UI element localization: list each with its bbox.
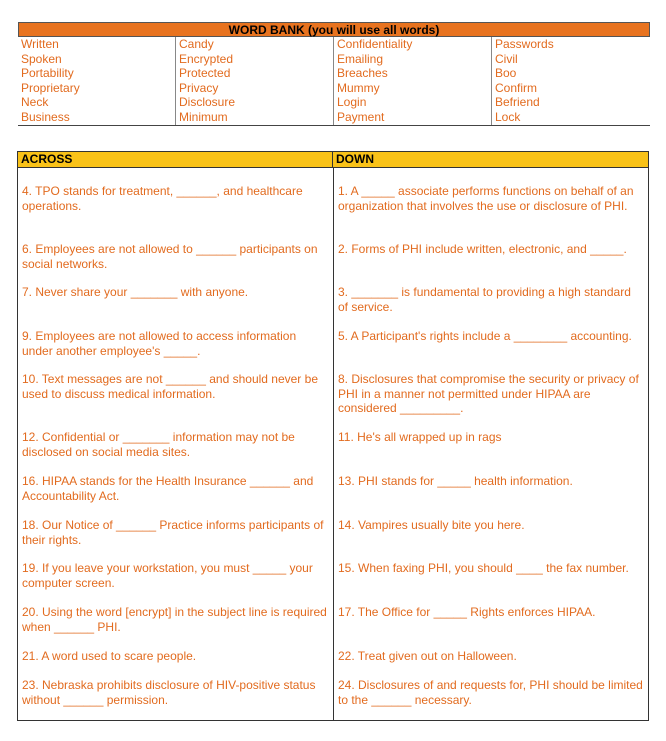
down-clue: 13. PHI stands for _____ health information. — [338, 474, 573, 488]
word-bank-word: Confidentiality — [337, 37, 413, 51]
across-clue: 6. Employees are not allowed to ______ participants on social networks. — [22, 242, 318, 271]
across-header: ACROSS — [18, 152, 333, 167]
word-bank-word: Spoken — [21, 51, 62, 66]
down-clue: 17. The Office for _____ Rights enforces HIPAA. — [338, 605, 596, 619]
word-bank-word: Disclosure — [179, 95, 236, 110]
word-bank-word: Lock — [495, 109, 521, 124]
across-clue: 21. A word used to scare people. — [22, 649, 197, 663]
word-bank-word: Neck — [21, 95, 49, 110]
across-clue: 10. Text messages are not ______ and should never be used to discuss medical information. — [22, 372, 318, 401]
word-bank-word: Portability — [21, 66, 74, 81]
word-bank-word: Written — [21, 37, 59, 51]
down-clue: 3. _______ is fundamental to providing a high standard of service. — [338, 285, 631, 314]
word-bank-word: Encrypted — [179, 51, 234, 66]
across-clue: 4. TPO stands for treatment, ______, and healthcare operations. — [22, 184, 303, 213]
clues-header-row — [18, 152, 648, 168]
word-bank-word: Befriend — [495, 95, 540, 110]
across-clue: 7. Never share your _______ with anyone. — [22, 285, 249, 299]
word-bank-word: Passwords — [495, 37, 554, 51]
across-clue: 20. Using the word [encrypt] in the subject line is required when ______ PHI. — [22, 605, 327, 634]
word-bank-grid — [18, 37, 650, 125]
word-bank-word: Breaches — [337, 66, 388, 81]
word-bank-word: Minimum — [179, 109, 228, 124]
down-clue: 22. Treat given out on Halloween. — [338, 649, 517, 663]
word-bank-word: Mummy — [337, 80, 380, 95]
word-bank-column — [492, 37, 650, 125]
word-bank-word: Payment — [337, 109, 385, 124]
word-bank-column — [18, 37, 176, 125]
down-clue: 24. Disclosures of and requests for, PHI should be limited to the ______ necessary. — [338, 678, 643, 707]
down-clue: 1. A _____ associate performs functions on behalf of an organization that involves the use or disclosure of PHI. — [338, 184, 634, 213]
down-clue: 2. Forms of PHI include written, electronic, and _____. — [338, 242, 627, 256]
across-clue: 19. If you leave your workstation, you must _____ your computer screen. — [22, 561, 313, 590]
clues-body — [18, 168, 648, 720]
across-clue: 18. Our Notice of ______ Practice informs participants of their rights. — [22, 518, 324, 547]
across-clue: 9. Employees are not allowed to access information under another employee's _____. — [22, 329, 297, 358]
word-bank-word: Proprietary — [21, 80, 80, 95]
across-clue: 23. Nebraska prohibits disclosure of HIV-positive status without ______ permission. — [22, 678, 316, 707]
word-bank-word: Boo — [495, 66, 517, 81]
across-clue: 12. Confidential or _______ information may not be disclosed on social media sites. — [22, 430, 295, 459]
down-clue: 11. He's all wrapped up in rags — [338, 430, 502, 444]
word-bank-title: WORD BANK (you will use all words) — [18, 22, 650, 37]
word-bank-column — [334, 37, 492, 125]
word-bank-word: Confirm — [495, 80, 538, 95]
word-bank-word: Emailing — [337, 51, 384, 66]
down-clue: 14. Vampires usually bite you here. — [338, 518, 525, 532]
clues-table — [17, 151, 649, 721]
down-header: DOWN — [336, 152, 374, 166]
word-bank-word: Privacy — [179, 80, 219, 95]
word-bank-column — [176, 37, 334, 125]
down-clue: 5. A Participant's rights include a ________ accounting. — [338, 329, 632, 343]
across-clue: 16. HIPAA stands for the Health Insurance ______ and Accountability Act. — [22, 474, 314, 503]
column-divider — [333, 168, 334, 720]
word-bank-word: Candy — [179, 37, 214, 51]
word-bank-word: Civil — [495, 51, 518, 66]
down-clue: 15. When faxing PHI, you should ____ the fax number. — [338, 561, 629, 575]
word-bank-word: Protected — [179, 66, 231, 81]
word-bank-word: Login — [337, 95, 367, 110]
word-bank — [18, 22, 650, 126]
word-bank-word: Business — [21, 109, 70, 124]
down-clue: 8. Disclosures that compromise the security or privacy of PHI in a manner not permitted under HIPAA are considered _________. — [338, 372, 639, 415]
